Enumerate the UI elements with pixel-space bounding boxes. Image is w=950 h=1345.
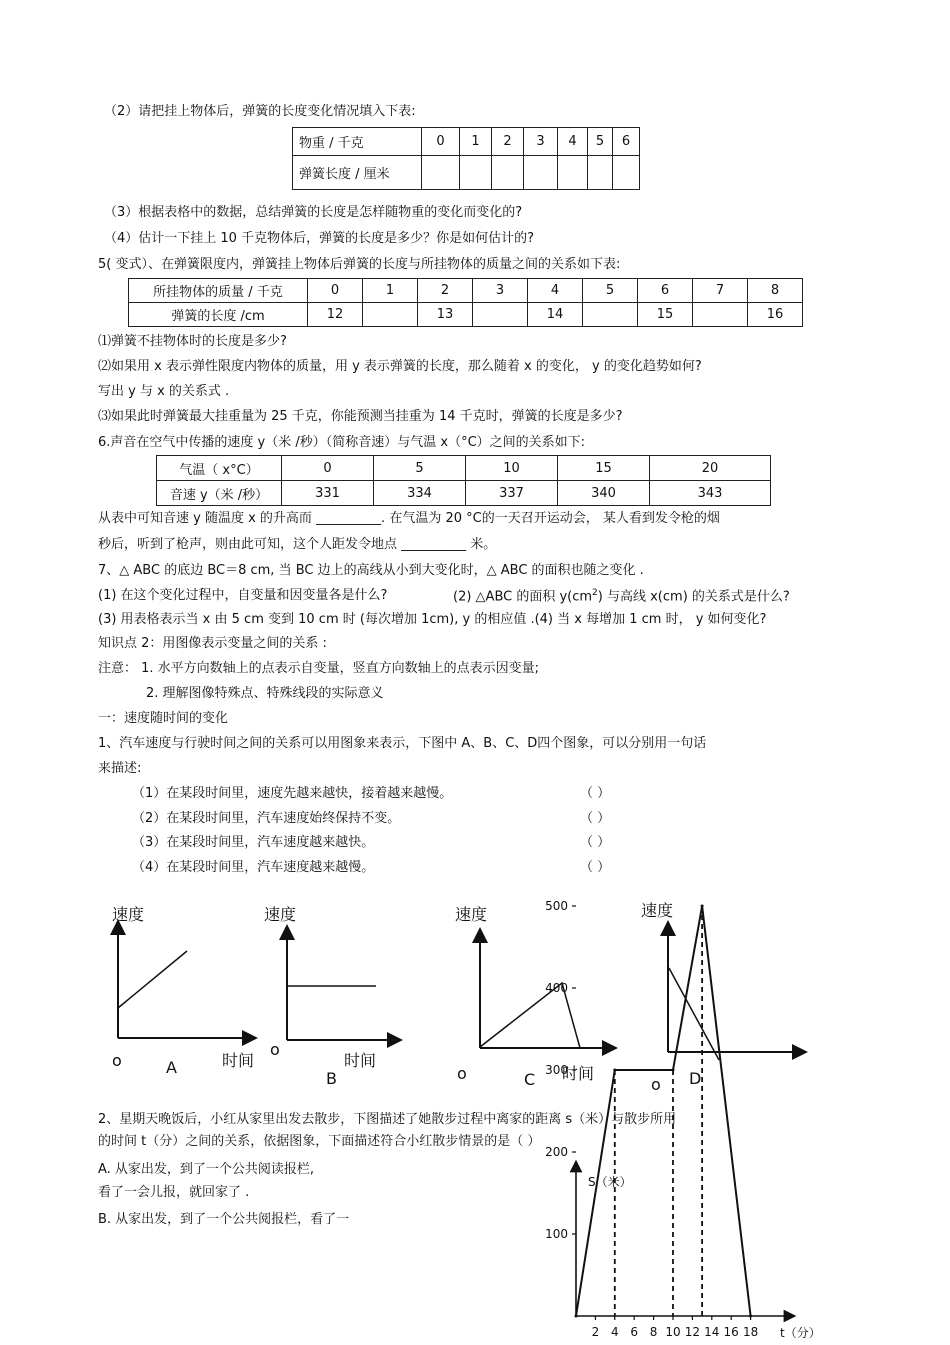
x-tick-label: 14 [704,1325,720,1339]
x-axis-label: t（分） [780,1326,821,1340]
y-tick-label: 500 [545,899,568,913]
table-cell: 4 [558,128,588,156]
note-1: 注意： 1. 水平方向数轴上的点表示自变量，竖直方向数轴上的点表示因变量; [98,661,540,676]
y-tick-label: 400 [545,981,568,995]
p2-a: 2、星期天晚饭后，小红从家里出发去散步，下图描述了她散步过程中离家的距离 s（米）与散步所用 [98,1112,677,1127]
q7-2-post: ) 与高线 x(cm) 的关系式是什么? [597,589,790,605]
y-tick-label: 100 [545,1227,568,1241]
q7-2-sup: 2 [592,588,598,598]
table-cell: 2 [492,128,524,156]
graph-b-letter: B [326,1069,337,1088]
graph-c-letter: C [524,1070,536,1089]
table-row-label: 气温（ x°C） [157,456,282,481]
p1-a: 1、汽车速度与行驶时间之间的关系可以用图象来表示，下图中 A、B、C、D四个图象，可以分别用一句话 [98,736,707,751]
table-cell: 15 [638,303,693,327]
answer-blank[interactable]: （ ） [580,860,611,875]
table-cell: 6 [613,128,640,156]
table-cell: 5 [374,456,466,481]
q4: （4）估计一下挂上 10 千克物体后，弹簧的长度是多少？你是如何估计的? [104,231,534,246]
table-cell: 1 [363,279,418,303]
table-cell: 5 [588,128,613,156]
q6-b: 秒后，听到了枪声，则由此可知，这个人距发令地点 __________ 米。 [98,537,497,552]
option-a-line1: A. 从家出发，到了一个公共阅读报栏, [98,1162,315,1177]
table-row-label: 所挂物体的质量 / 千克 [129,279,308,303]
data-point [575,1315,578,1318]
x-tick-label: 8 [649,1325,658,1339]
table-cell: 0 [308,279,363,303]
table-cell: 12 [308,303,363,327]
table-cell: 1 [460,128,492,156]
q5-intro: 5( 变式）、在弹簧限度内，弹簧挂上物体后弹簧的长度与所挂物体的质量之间的关系如下表: [98,257,621,272]
table-cell: 343 [650,481,771,506]
table-cell: 0 [422,128,460,156]
graph-b-x-label: 时间 [344,1051,377,1070]
table-cell: 20 [650,456,771,481]
table-cell: 4 [528,279,583,303]
graph-b-y-label: 速度 [264,905,297,924]
q5-3: ⑶如果此时弹簧最大挂重量为 25 千克，你能预测当挂重为 14 千克时，弹簧的长度是多少? [98,409,623,424]
table-cell: 340 [558,481,650,506]
table-cell: 8 [748,279,803,303]
q2-intro: （2）请把挂上物体后，弹簧的长度变化情况填入下表: [104,104,416,119]
x-tick-label: 16 [723,1325,739,1339]
x-tick-label: 6 [630,1325,639,1339]
answer-blank[interactable]: （ ） [580,786,611,801]
q5-1: ⑴弹簧不挂物体时的长度是多少? [98,334,287,349]
table-cell: 0 [282,456,374,481]
graph-c-y-label: 速度 [455,905,488,924]
graph-a-x-label: 时间 [222,1051,255,1070]
data-point [701,905,704,908]
table-cell: 13 [418,303,473,327]
graph-d-origin: o [651,1075,661,1094]
data-point [672,1069,675,1072]
q6-intro: 6.声音在空气中传播的速度 y（米 /秒）（简称音速）与气温 x（°C）之间的关系如下: [98,435,586,450]
q7-3: (3) 用表格表示当 x 由 5 cm 变到 10 cm 时 (每次增加 1cm), y 的相应值 .(4) 当 x 每增加 1 cm 时， y 如何变化? [98,612,767,627]
table-row-label: 音速 y（米 /秒） [157,481,282,506]
x-tick-label: 10 [665,1325,681,1339]
graph-a-origin: o [112,1051,122,1070]
option-a-line2: 看了一会儿报，就回家了 . [98,1185,250,1200]
graph-a-y-label: 速度 [112,905,145,924]
table-cell: 334 [374,481,466,506]
p1-item: （1）在某段时间里，速度先越来越快，接着越来越慢。 [132,786,453,801]
table-cell: 3 [473,279,528,303]
data-point [613,1069,616,1072]
distance-series-line [576,906,751,1316]
answer-blank[interactable]: （ ） [580,811,611,826]
q5-2b: 写出 y 与 x 的关系式 . [98,384,230,399]
x-tick-label: 18 [742,1325,759,1339]
x-tick-label: 4 [610,1325,619,1339]
q7-2-pre: (2) △ABC 的面积 y(cm [453,589,593,605]
q3: （3）根据表格中的数据，总结弹簧的长度是怎样随物重的变化而变化的? [104,205,523,220]
y-tick-label: 300 [545,1063,568,1077]
table-cell: 14 [528,303,583,327]
graph-c-x-label: 时间 [562,1064,595,1083]
table-cell: 10 [466,456,558,481]
table-cell: 15 [558,456,650,481]
knowledge-point-2: 知识点 2：用图像表示变量之间的关系 : [98,636,327,651]
x-tick-label: 2 [591,1325,600,1339]
table-cell: 7 [693,279,748,303]
table-cell: 6 [638,279,693,303]
graph-b-origin: o [270,1040,280,1059]
table-cell: 331 [282,481,374,506]
table-cell: 5 [583,279,638,303]
graph-a-letter: A [166,1058,177,1077]
table-row-label: 弹簧长度 / 厘米 [293,156,422,190]
option-b-line1: B. 从家出发，到了一个公共阅报栏，看了一 [98,1212,350,1227]
graph-c-origin: o [457,1064,467,1083]
p2-b: 的时间 t（分）之间的关系，依据图象，下面描述符合小红散步情景的是（ ） [98,1134,541,1149]
table-cell: 16 [748,303,803,327]
p1-item: （3）在某段时间里，汽车速度越来越快。 [132,835,375,850]
q7-1: (1) 在这个变化过程中，自变量和因变量各是什么? [98,588,388,603]
graph-d-y-label: 速度 [641,901,674,920]
y-axis-label: S（米） [588,1175,632,1189]
table-cell: 337 [466,481,558,506]
note-2: 2. 理解图像特殊点、特殊线段的实际意义 [146,686,384,701]
p1-b: 来描述: [98,761,142,776]
data-point [749,1315,752,1318]
section-heading: 一：速度随时间的变化 [98,711,229,726]
y-tick-label: 200 [545,1145,568,1159]
q6-a: 从表中可知音速 y 随温度 x 的升高而 __________. 在气温为 20 °C的一天召开运动会， 某人看到发令枪的烟 [98,511,720,526]
p1-item: （2）在某段时间里，汽车速度始终保持不变。 [132,811,401,826]
p1-item: （4）在某段时间里，汽车速度越来越慢。 [132,860,375,875]
q5-2: ⑵如果用 x 表示弹性限度内物体的质量，用 y 表示弹簧的长度，那么随着 x 的变化， y 的变化趋势如何? [98,359,702,374]
table-cell: 3 [524,128,558,156]
x-tick-label: 12 [684,1325,701,1339]
table-cell: 2 [418,279,473,303]
q7-intro: 7、△ ABC 的底边 BC＝8 cm, 当 BC 边上的高线从小到大变化时，△ ABC 的面积也随之变化 . [98,563,644,578]
table-row-label: 物重 / 千克 [293,128,422,156]
graph-d-letter: D [689,1069,702,1088]
answer-blank[interactable]: （ ） [580,835,611,850]
table-row-label: 弹簧的长度 /cm [129,303,308,327]
